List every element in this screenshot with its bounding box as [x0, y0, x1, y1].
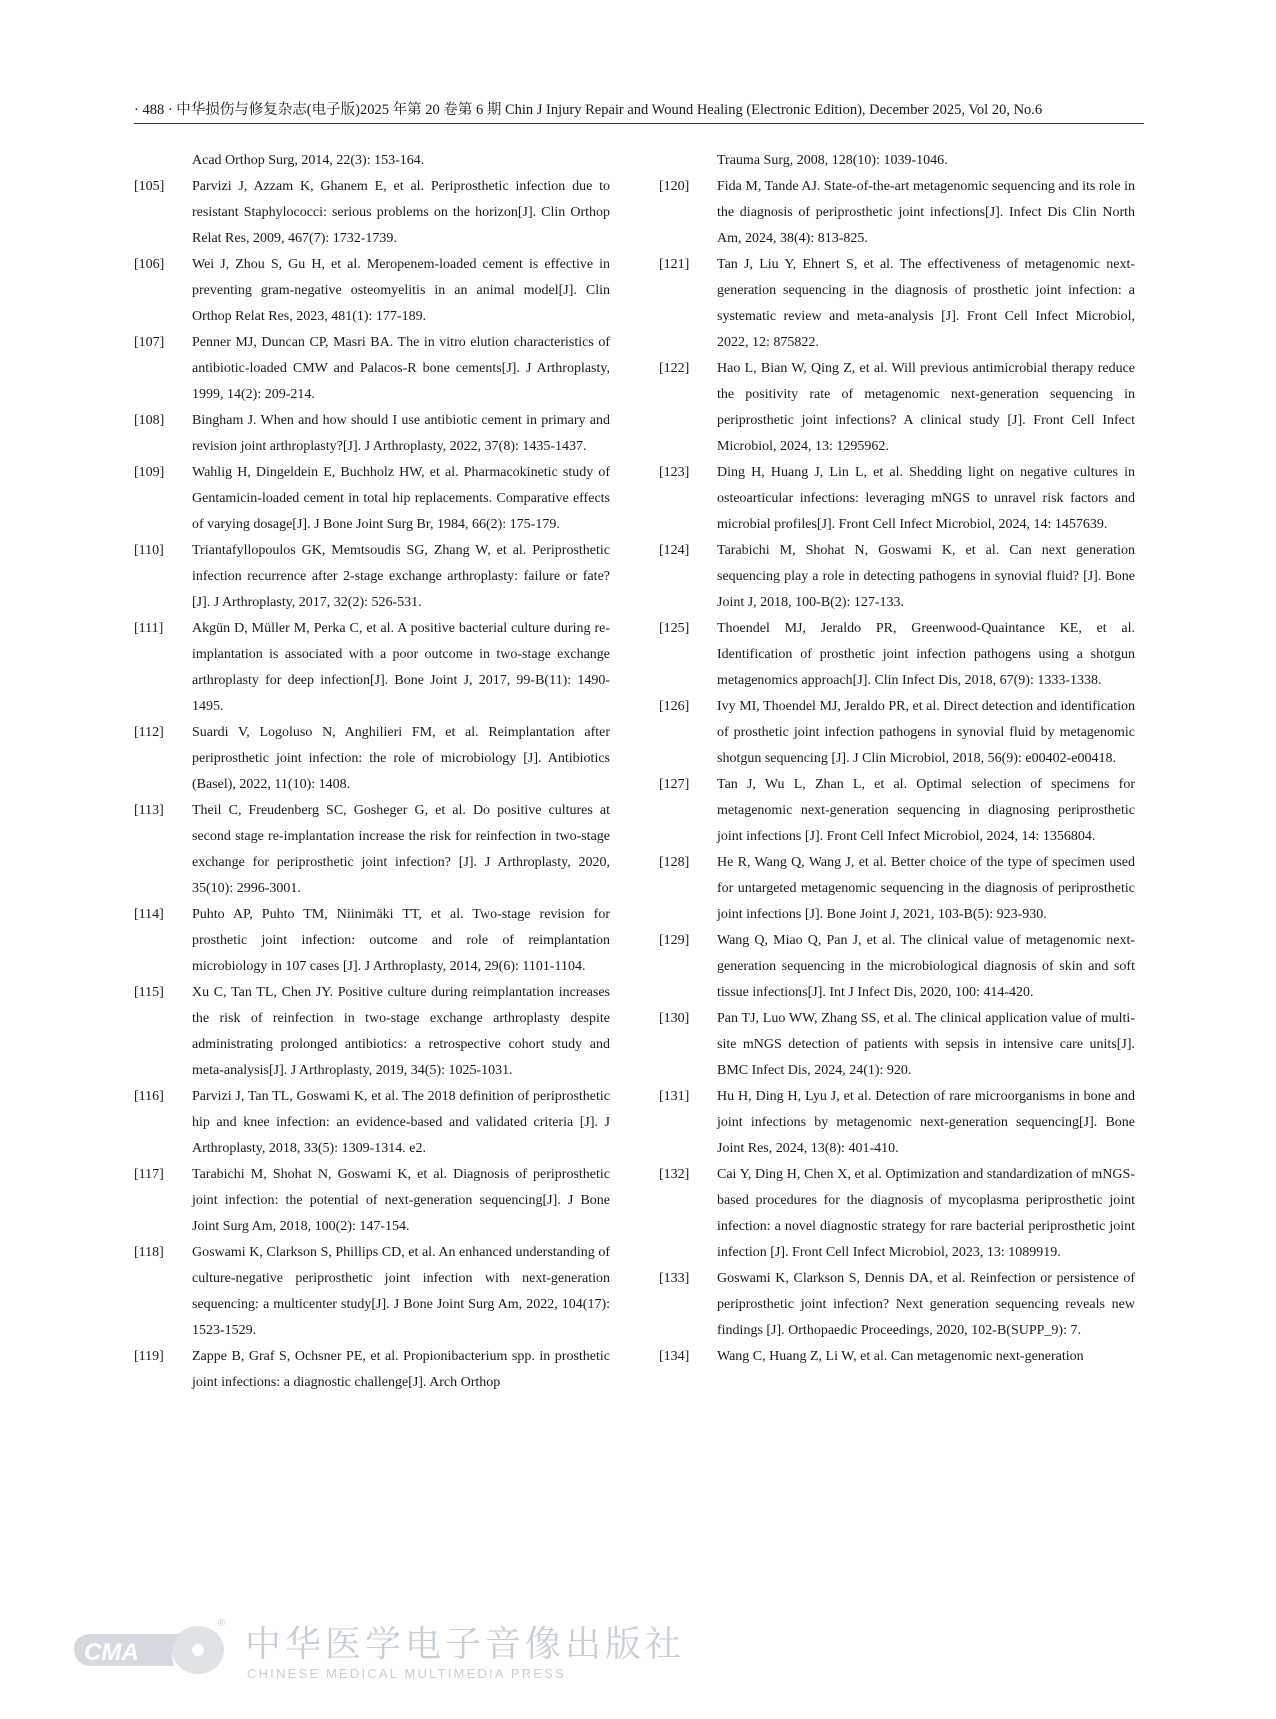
reference-item	[659, 1266, 1135, 1344]
reference-item	[659, 460, 1135, 538]
reference-text: Tarabichi M, Shohat N, Goswami K, et al. Can next generation sequencing play a role in detecting pathogens in synovial fluid? [J]. Bone Joint J, 2018, 100-B(2): 127-133.	[717, 543, 1135, 610]
reference-text: Ivy MI, Thoendel MJ, Jeraldo PR, et al. Direct detection and identification of prosthetic joint infection pathogens in synovial fluid by metagenomic shotgun sequencing [J]. J Clin Microbiol, 2018, 56(9): e00402-e00418.	[717, 699, 1135, 766]
reference-text: Tan J, Liu Y, Ehnert S, et al. The effectiveness of metagenomic next-generation sequencing in the diagnosis of prosthetic joint infection: a systematic review and meta-analysis [J]. Front Cell Infect Microbiol, 2022, 12: 875822.	[717, 257, 1135, 350]
reference-item	[134, 902, 610, 980]
reference-text: Wang Q, Miao Q, Pan J, et al. The clinical value of metagenomic next-generation sequencing in the microbiological diagnosis of skin and soft tissue infections[J]. Int J Infect Dis, 2020, 100: 414-420.	[717, 933, 1135, 1000]
reference-text: Wang C, Huang Z, Li W, et al. Can metagenomic next-generation	[717, 1349, 1084, 1364]
publisher-name-cn: 中华医学电子音像出版社	[245, 1624, 686, 1665]
reference-item	[659, 850, 1135, 928]
reference-text: Pan TJ, Luo WW, Zhang SS, et al. The clinical application value of multi-site mNGS detection of patients with sepsis in intensive care units[J]. BMC Infect Dis, 2024, 24(1): 920.	[717, 1011, 1135, 1078]
reference-item	[134, 1162, 610, 1240]
reference-number: [108]	[134, 413, 165, 428]
reference-number: [122]	[659, 361, 690, 376]
reference-text: Theil C, Freudenberg SC, Gosheger G, et al. Do positive cultures at second stage re-implantation increase the risk for reinfection in two-stage exchange for periprosthetic joint infection? [J]. J Arthroplasty, 2020, 35(10): 2996-3001.	[192, 803, 610, 896]
reference-number: [133]	[659, 1271, 690, 1286]
reference-item	[134, 1344, 610, 1396]
reference-number: [130]	[659, 1011, 690, 1026]
reference-text: Zappe B, Graf S, Ochsner PE, et al. Propionibacterium spp. in prosthetic joint infections: a diagnostic challenge[J]. Arch Orthop	[192, 1349, 610, 1390]
reference-item	[659, 174, 1135, 252]
reference-list-right	[659, 174, 1135, 1370]
reference-number: [112]	[134, 725, 164, 740]
reference-item	[134, 616, 610, 720]
reference-item	[134, 538, 610, 616]
reference-number: [107]	[134, 335, 165, 350]
reference-number: [113]	[134, 803, 164, 818]
reference-text: Wahlig H, Dingeldein E, Buchholz HW, et al. Pharmacokinetic study of Gentamicin-loaded cement in total hip replacements. Comparative effects of varying dosage[J]. J Bone Joint Surg Br, 1984, 66(2): 175-179.	[192, 465, 610, 532]
reference-item	[134, 330, 610, 408]
reference-text: Akgün D, Müller M, Perka C, et al. A positive bacterial culture during re-implantation is associated with a poor outcome in two-stage exchange arthroplasty for deep infection[J]. Bone Joint J, 2017, 99-B(11): 1490-1495.	[192, 621, 610, 714]
reference-number: [105]	[134, 179, 165, 194]
reference-number: [115]	[134, 985, 164, 1000]
reference-text: Xu C, Tan TL, Chen JY. Positive culture during reimplantation increases the risk of reinfection in two-stage exchange arthroplasty despite administrating prolonged antibiotics: a retrospective cohort study and meta-analysis[J]. J Arthroplasty, 2019, 34(5): 1025-1031.	[192, 985, 610, 1078]
reference-item	[659, 1084, 1135, 1162]
reference-item	[659, 1006, 1135, 1084]
reference-number: [134]	[659, 1349, 690, 1364]
reference-number: [127]	[659, 777, 690, 792]
reference-item	[659, 694, 1135, 772]
reference-number: [118]	[134, 1245, 164, 1260]
reference-text: Tarabichi M, Shohat N, Goswami K, et al. Diagnosis of periprosthetic joint infection: the potential of next-generation sequencing[J]. J Bone Joint Surg Am, 2018, 100(2): 147-154.	[192, 1167, 610, 1234]
reference-text: Hao L, Bian W, Qing Z, et al. Will previous antimicrobial therapy reduce the positivity rate of metagenomic next-generation sequencing in periprosthetic joint infections? A clinical study [J]. Front Cell Infect Microbiol, 2024, 13: 1295962.	[717, 361, 1135, 454]
reference-item	[134, 252, 610, 330]
reference-text: Hu H, Ding H, Lyu J, et al. Detection of rare microorganisms in bone and joint infections by metagenomic next-generation sequencing[J]. Bone Joint Res, 2024, 13(8): 401-410.	[717, 1089, 1135, 1156]
reference-item	[134, 1240, 610, 1344]
reference-number: [116]	[134, 1089, 164, 1104]
svg-text:CMA: CMA	[84, 1639, 139, 1666]
reference-number: [132]	[659, 1167, 690, 1182]
reference-item	[659, 1344, 1135, 1370]
reference-text: Parvizi J, Azzam K, Ghanem E, et al. Periprosthetic infection due to resistant Staphylococci: serious problems on the horizon[J]. Clin Orthop Relat Res, 2009, 467(7): 1732-1739.	[192, 179, 610, 246]
reference-number: [123]	[659, 465, 690, 480]
reference-column-left	[134, 148, 610, 1396]
reference-text: Wei J, Zhou S, Gu H, et al. Meropenem-loaded cement is effective in preventing gram-negative osteomyelitis in an animal model[J]. Clin Orthop Relat Res, 2023, 481(1): 177-189.	[192, 257, 610, 324]
reference-item	[134, 408, 610, 460]
reference-number: [125]	[659, 621, 690, 636]
reference-text: Goswami K, Clarkson S, Dennis DA, et al. Reinfection or persistence of periprosthetic joint infection? Next generation sequencing reveals new findings [J]. Orthopaedic Proceedings, 2020, 102-B(SUPP_9): 7.	[717, 1271, 1135, 1338]
reference-text: Goswami K, Clarkson S, Phillips CD, et al. An enhanced understanding of culture-negative periprosthetic joint infection with next-generation sequencing: a multicenter study[J]. J Bone Joint Surg Am, 2022, 104(17): 1523-1529.	[192, 1245, 610, 1338]
reference-list-left	[134, 174, 610, 1396]
reference-text: Triantafyllopoulos GK, Memtsoudis SG, Zhang W, et al. Periprosthetic infection recurrence after 2-stage exchange arthroplasty: failure or fate? [J]. J Arthroplasty, 2017, 32(2): 526-531.	[192, 543, 610, 610]
reference-number: [121]	[659, 257, 690, 272]
reference-text: Suardi V, Logoluso N, Anghilieri FM, et al. Reimplantation after periprosthetic joint infection: the role of microbiology [J]. Antibiotics (Basel), 2022, 11(10): 1408.	[192, 725, 610, 792]
reference-item	[134, 980, 610, 1084]
reference-text: Parvizi J, Tan TL, Goswami K, et al. The 2018 definition of periprosthetic hip and knee infection: an evidence-based and validated criteria [J]. J Arthroplasty, 2018, 33(5): 1309-1314. e2.	[192, 1089, 610, 1156]
reference-text: Puhto AP, Puhto TM, Niinimäki TT, et al. Two-stage revision for prosthetic joint infection: outcome and role of reimplantation microbiology in 107 cases [J]. J Arthroplasty, 2014, 29(6): 1101-1104.	[192, 907, 610, 974]
reference-item	[659, 252, 1135, 356]
reference-column-right	[659, 148, 1135, 1370]
reference-text: Thoendel MJ, Jeraldo PR, Greenwood-Quaintance KE, et al. Identification of prosthetic joint infection pathogens using a shotgun metagenomics approach[J]. Clin Infect Dis, 2018, 67(9): 1333-1338.	[717, 621, 1135, 688]
cma-logo-icon	[70, 1610, 240, 1690]
running-header: · 488 · 中华损伤与修复杂志(电子版)2025 年第 20 卷第 6 期 Chin J Injury Repair and Wound Healing (Electronic Edition), December 2025, Vol 20, No.6	[134, 100, 1144, 124]
reference-text: He R, Wang Q, Wang J, et al. Better choice of the type of specimen used for untargeted metagenomic sequencing in the diagnosis of periprosthetic joint infections [J]. Bone Joint J, 2021, 103-B(5): 923-930.	[717, 855, 1135, 922]
reference-number: [110]	[134, 543, 164, 558]
reference-number: [124]	[659, 543, 690, 558]
reference-text: Tan J, Wu L, Zhan L, et al. Optimal selection of specimens for metagenomic next-generation sequencing in diagnosing periprosthetic joint infections [J]. Front Cell Infect Microbiol, 2024, 14: 1356804.	[717, 777, 1135, 844]
reference-item	[134, 720, 610, 798]
reference-text: Fida M, Tande AJ. State-of-the-art metagenomic sequencing and its role in the diagnosis of periprosthetic joint infections[J]. Infect Dis Clin North Am, 2024, 38(4): 813-825.	[717, 179, 1135, 246]
reference-text: Bingham J. When and how should I use antibiotic cement in primary and revision joint arthroplasty?[J]. J Arthroplasty, 2022, 37(8): 1435-1437.	[192, 413, 610, 454]
reference-text: Ding H, Huang J, Lin L, et al. Shedding light on negative cultures in osteoarticular infections: leveraging mNGS to unravel risk factors and microbial profiles[J]. Front Cell Infect Microbiol, 2024, 14: 1457639.	[717, 465, 1135, 532]
reference-number: [117]	[134, 1167, 164, 1182]
reference-item	[134, 798, 610, 902]
reference-continuation: Trauma Surg, 2008, 128(10): 1039-1046.	[717, 153, 948, 168]
reference-number: [111]	[134, 621, 164, 636]
reference-number: [126]	[659, 699, 690, 714]
reference-text: Penner MJ, Duncan CP, Masri BA. The in vitro elution characteristics of antibiotic-loaded CMW and Palacos-R bone cements[J]. J Arthroplasty, 1999, 14(2): 209-214.	[192, 335, 610, 402]
reference-number: [106]	[134, 257, 165, 272]
publisher-name-en: CHINESE MEDICAL MULTIMEDIA PRESS	[247, 1666, 566, 1681]
reference-number: [114]	[134, 907, 164, 922]
reference-item	[659, 772, 1135, 850]
reference-item	[134, 1084, 610, 1162]
svg-text:®: ®	[218, 1618, 226, 1629]
reference-text: Cai Y, Ding H, Chen X, et al. Optimization and standardization of mNGS-based procedures for the diagnosis of mycoplasma periprosthetic joint infection: a novel diagnostic strategy for rare bacterial periprosthetic joint infection [J]. Front Cell Infect Microbiol, 2023, 13: 1089919.	[717, 1167, 1135, 1260]
reference-number: [129]	[659, 933, 690, 948]
reference-number: [120]	[659, 179, 690, 194]
publisher-logo	[70, 1610, 686, 1690]
reference-number: [131]	[659, 1089, 690, 1104]
reference-number: [109]	[134, 465, 165, 480]
reference-continuation: Acad Orthop Surg, 2014, 22(3): 153-164.	[192, 153, 425, 168]
reference-number: [119]	[134, 1349, 164, 1364]
reference-item	[659, 538, 1135, 616]
reference-item	[659, 356, 1135, 460]
reference-item	[134, 174, 610, 252]
reference-number: [128]	[659, 855, 690, 870]
reference-item	[659, 928, 1135, 1006]
reference-item	[659, 616, 1135, 694]
reference-item	[134, 460, 610, 538]
reference-item	[659, 1162, 1135, 1266]
